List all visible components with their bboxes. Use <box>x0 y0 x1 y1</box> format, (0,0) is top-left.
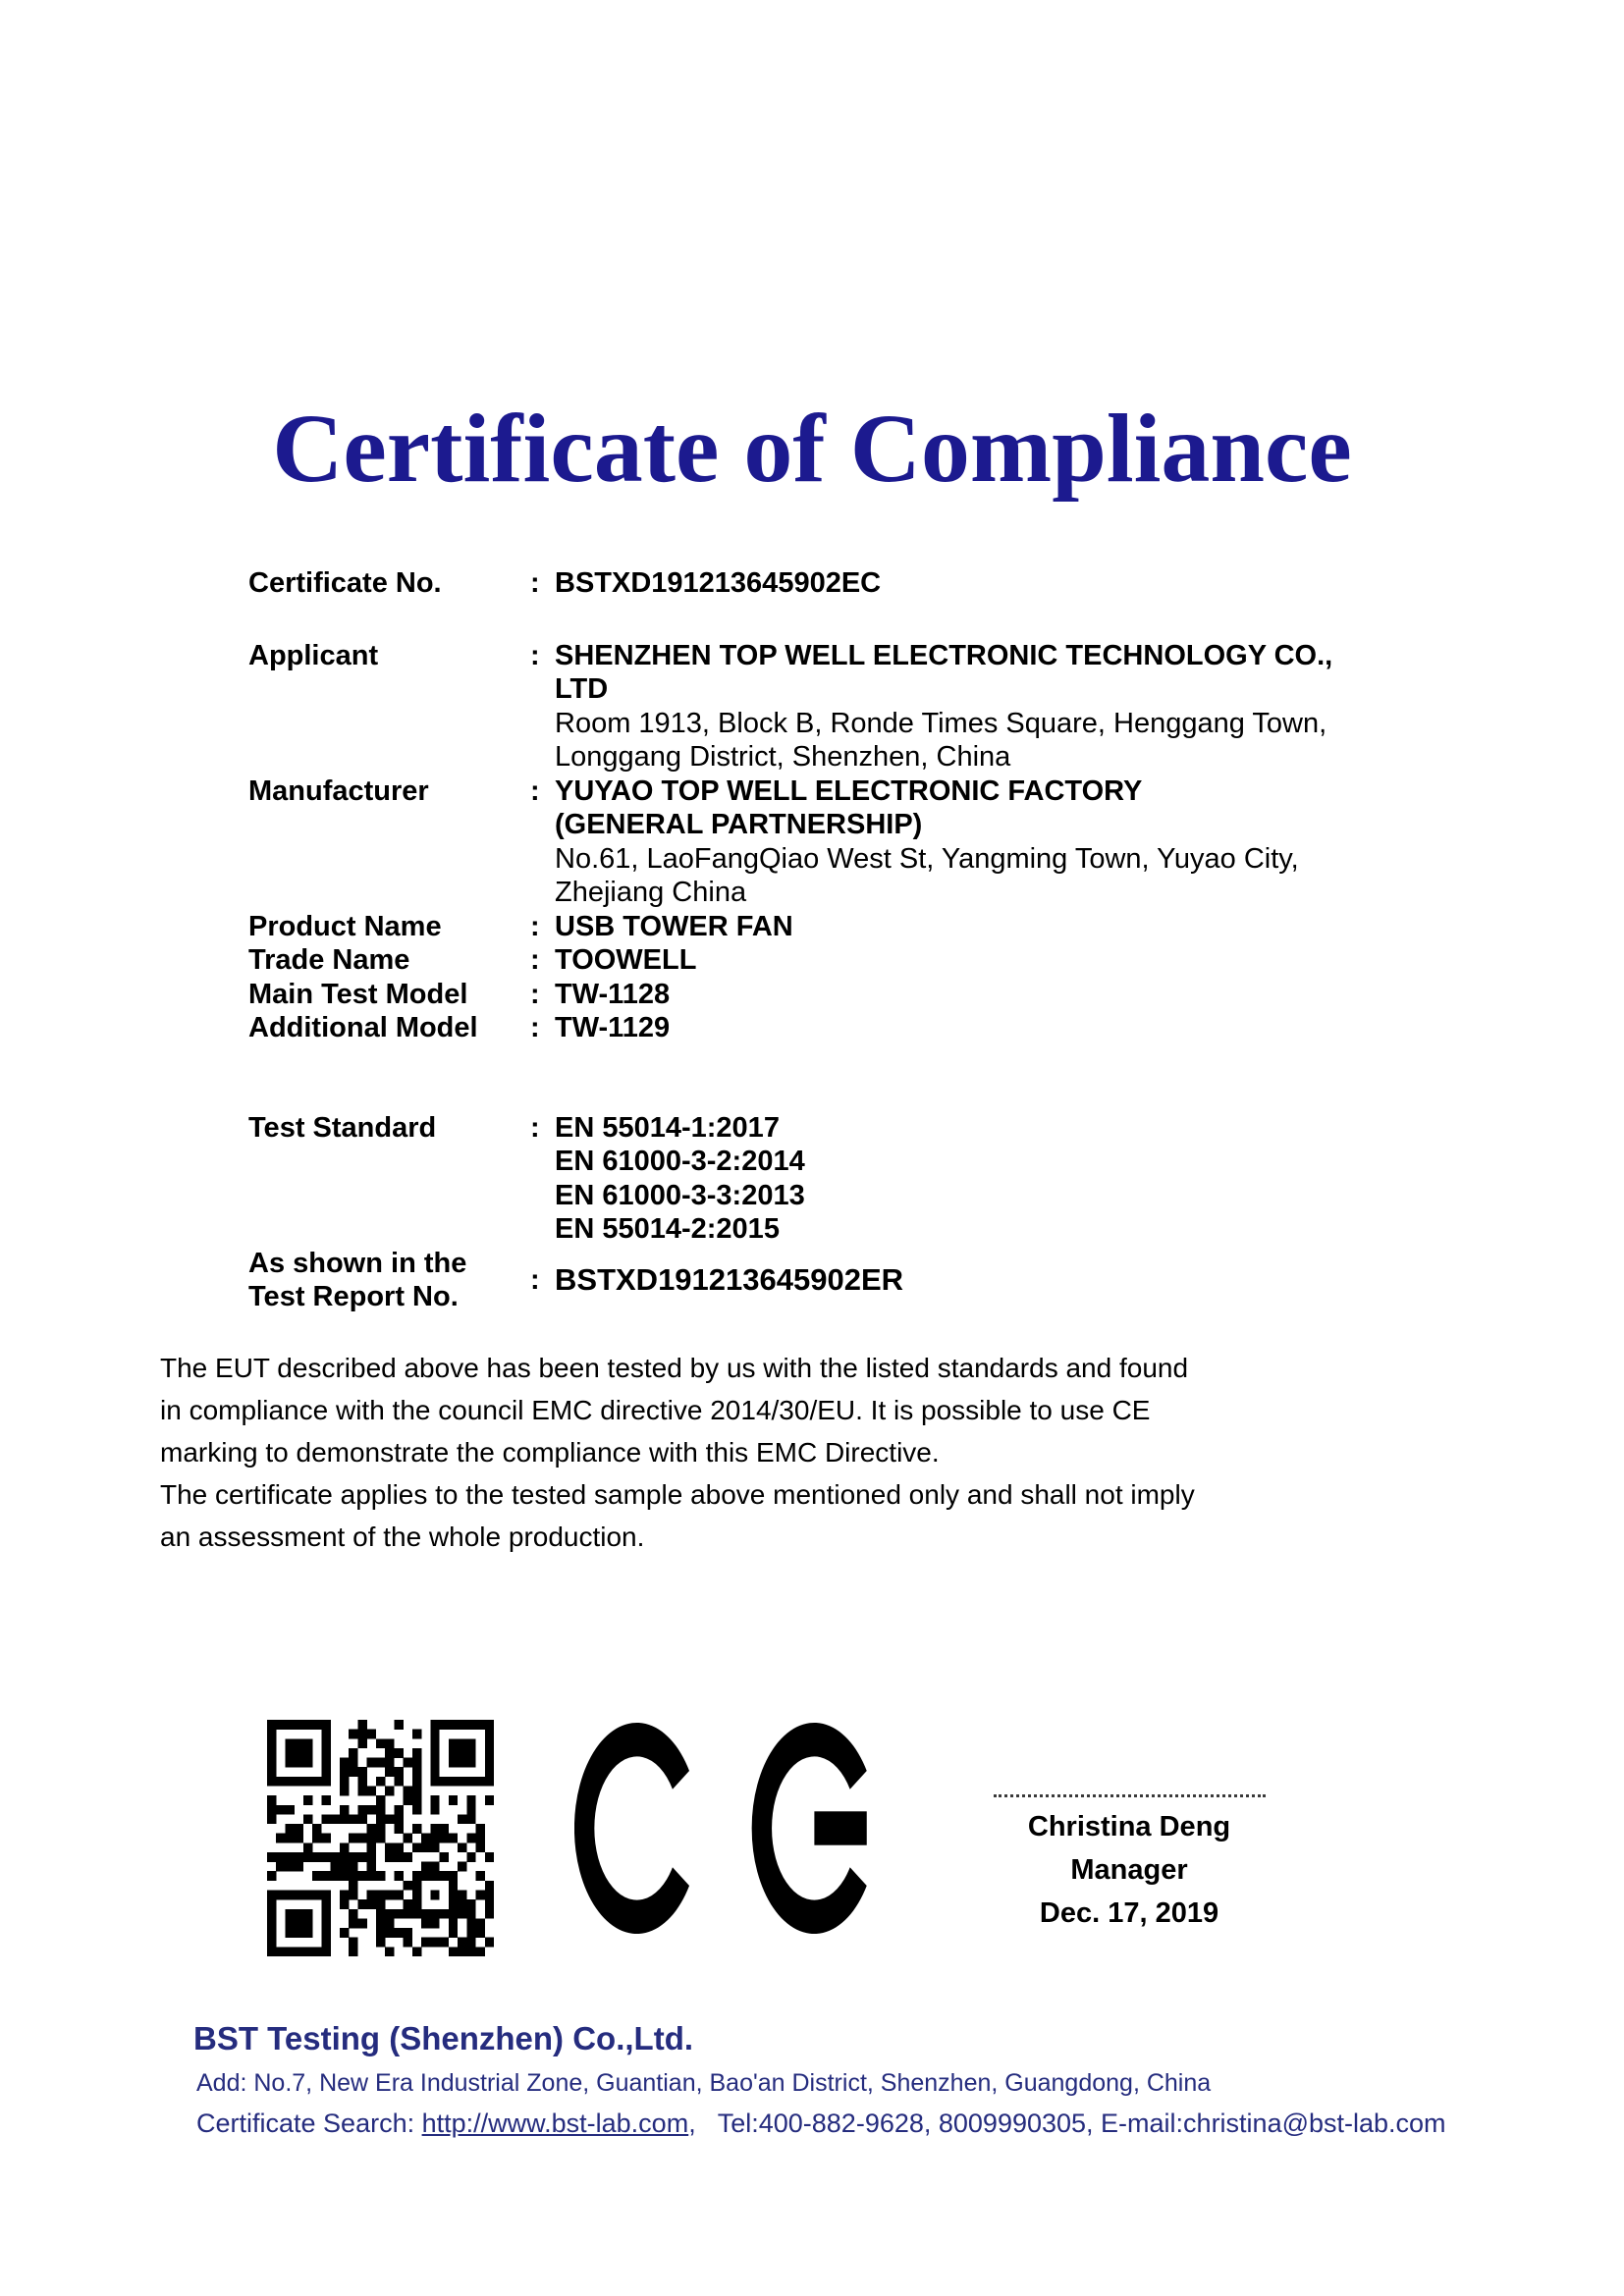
field-colon: : <box>530 1012 540 1043</box>
field-row-product-name <box>248 910 1486 944</box>
field-colon: : <box>530 774 540 807</box>
certificate-search-label: Certificate Search: <box>196 2109 422 2138</box>
field-label-test-standard: Test Standard <box>248 1111 437 1144</box>
field-colon: : <box>530 1263 540 1296</box>
footer-contact-info: , Tel:400-882-9628, 8009990305, E-mail:christina@bst-lab.com <box>688 2109 1446 2138</box>
signature-block <box>982 1794 1276 1935</box>
field-label-main-test-model: Main Test Model <box>248 978 468 1010</box>
field-colon: : <box>530 1111 540 1144</box>
field-label-additional-model: Additional Model <box>248 1012 478 1043</box>
field-value-test-standard: EN 55014-1:2017 EN 61000-3-2:2014 EN 61000-3-3:2013 EN 55014-2:2015 <box>555 1111 805 1245</box>
field-colon: : <box>530 978 540 1010</box>
qr-code-icon <box>267 1720 494 1956</box>
field-colon: : <box>530 567 540 599</box>
field-colon: : <box>530 944 540 976</box>
body-line: marking to demonstrate the compliance with this EMC Directive. <box>160 1437 940 1468</box>
field-colon: : <box>530 639 540 671</box>
field-value-applicant: SHENZHEN TOP WELL ELECTRONIC TECHNOLOGY CO., LTD Room 1913, Block B, Ronde Times Square, Henggang Town, Longgang District, Shenzhen, China <box>555 639 1333 773</box>
certificate-fields <box>248 566 1486 1314</box>
field-row-manufacturer <box>248 774 1486 910</box>
field-value-trade-name: TOOWELL <box>555 944 697 976</box>
field-label-certificate-no: Certificate No. <box>248 567 442 599</box>
field-value-product-name: USB TOWER FAN <box>555 910 793 942</box>
field-row-certificate-no <box>248 566 1486 601</box>
field-row-trade-name <box>248 943 1486 978</box>
signature-dotted-line <box>994 1794 1266 1797</box>
field-value-test-report-no: BSTXD191213645902ER <box>555 1261 904 1297</box>
field-row-test-report-no <box>248 1247 1486 1314</box>
certificate-search-line <box>196 2109 1446 2139</box>
field-label-manufacturer: Manufacturer <box>248 774 429 807</box>
body-line: an assessment of the whole production. <box>160 1522 645 1552</box>
signature-date: Dec. 17, 2019 <box>1039 1897 1219 1929</box>
field-label-applicant: Applicant <box>248 639 379 671</box>
issuer-company: BST Testing (Shenzhen) Co.,Ltd. <box>193 2020 694 2056</box>
field-value-main-test-model: TW-1128 <box>555 978 671 1010</box>
body-line: in compliance with the council EMC directive 2014/30/EU. It is possible to use CE <box>160 1395 1151 1425</box>
page-title: Certificate of Compliance <box>272 394 1352 503</box>
field-label-trade-name: Trade Name <box>248 944 410 976</box>
field-row-applicant <box>248 639 1486 774</box>
field-label-test-report-no: As shown in the Test Report No. <box>248 1247 467 1312</box>
field-colon: : <box>530 910 540 942</box>
field-row-test-standard <box>248 1111 1486 1247</box>
field-value-certificate-no: BSTXD191213645902EC <box>555 567 882 599</box>
body-line: The certificate applies to the tested sample above mentioned only and shall not imply <box>160 1479 1195 1510</box>
ce-mark-icon <box>574 1723 867 1934</box>
issuer-address: Add: No.7, New Era Industrial Zone, Guantian, Bao'an District, Shenzhen, Guangdong, China <box>196 2069 1212 2097</box>
declaration-text <box>160 1347 1495 1558</box>
signatory-role: Manager <box>1070 1854 1188 1886</box>
signatory-name: Christina Deng <box>1027 1811 1231 1842</box>
body-line: The EUT described above has been tested by us with the listed standards and found <box>160 1353 1189 1383</box>
field-row-additional-model <box>248 1011 1486 1045</box>
field-row-main-test-model <box>248 978 1486 1012</box>
field-label-product-name: Product Name <box>248 910 442 942</box>
field-value-additional-model: TW-1129 <box>555 1012 671 1043</box>
certificate-search-url[interactable]: http://www.bst-lab.com <box>421 2109 689 2138</box>
field-value-manufacturer: YUYAO TOP WELL ELECTRONIC FACTORY (GENERAL PARTNERSHIP) No.61, LaoFangQiao West St, Yangming Town, Yuyao City, Zhejiang China <box>555 774 1299 908</box>
